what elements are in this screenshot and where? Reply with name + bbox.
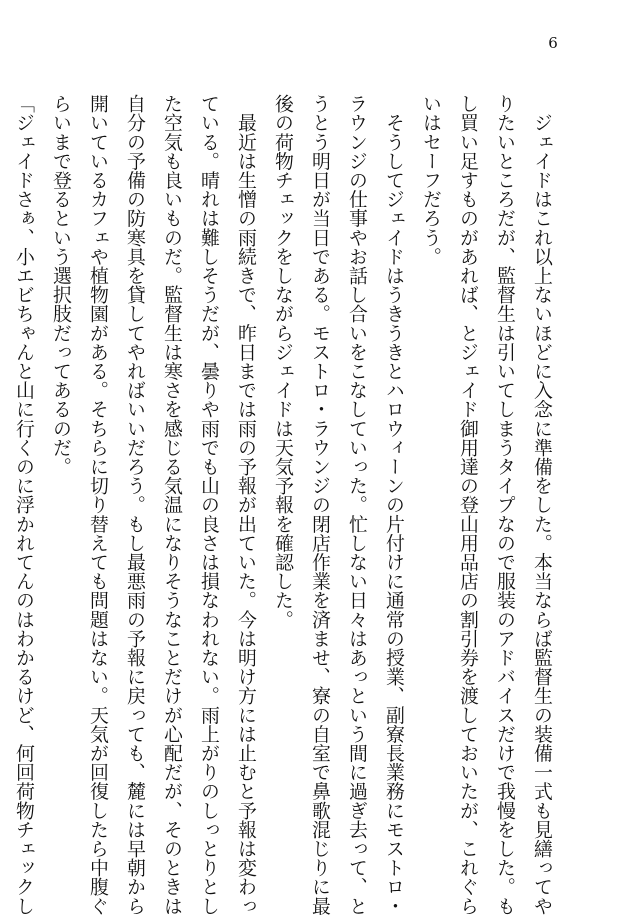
text-line: た空気も良いものだ。監督生は寒さを感じる気温になりそうなことだけが心配だが、そのときは [161,94,183,915]
vertical-body-text [13,94,560,915]
text-line: 開いているカフェや植物園がある。そちらに切り替えても問題はない。天気が回復したら中腹ぐ [87,94,109,915]
page-number: 6 [548,34,558,52]
text-line: りたいところだが、監督生は引いてしまうタイプなので服装のアドバイスだけで我慢をした。も [494,94,516,915]
text-line: ラウンジの仕事やお話し合いをこなしていった。忙しない日々はあっという間に過ぎ去って、と [346,94,368,915]
text-line: 自分の予備の防寒具を貸してやればいいだろう。もし最悪雨の予報に戻っても、麓には早朝から [124,94,146,915]
text-line: し買い足すものがあれば、とジェイド御用達の登山用品店の割引券を渡しておいたが、これぐら [457,94,479,915]
text-line: 後の荷物チェックをしながらジェイドは天気予報を確認した。 [272,94,294,629]
text-line: ている。晴れは難しそうだが、曇りや雨でも山の良さは損なわれない。雨上がりのしっとりとし [198,94,220,915]
text-line: いはセーフだろう。 [420,94,442,266]
text-line: ジェイドはこれ以上ないほどに入念に準備をした。本当ならば監督生の装備一式も見繕ってや [531,94,553,915]
text-line: らいまで登るという選択肢だってあるのだ。 [50,94,72,476]
text-line: 最近は生憎の雨続きで、昨日までは雨の予報が出ていた。今は明け方には止むと予報は変わっ [235,94,257,915]
text-line: そうしてジェイドはうきうきとハロウィーンの片付けに通常の授業、副寮長業務にモストロ・ [383,94,405,915]
text-line: 「ジェイドさぁ、小エビちゃんと山に行くのに浮かれてんのはわかるけど、何回荷物チェックし [13,94,35,915]
text-line: うとう明日が当日である。モストロ・ラウンジの閉店作業を済ませ、寮の自室で鼻歌混じりに最 [309,94,331,915]
